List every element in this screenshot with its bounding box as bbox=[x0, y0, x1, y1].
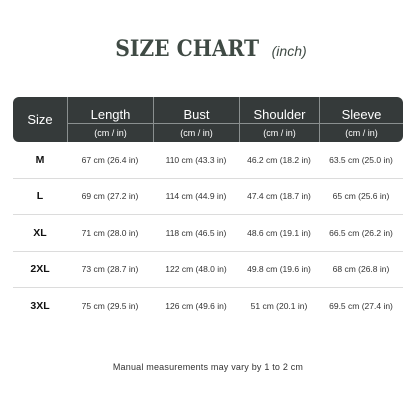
sleeve-value: 63.5 cm (25.0 in) bbox=[319, 142, 403, 179]
bust-value: 118 cm (46.5 in) bbox=[153, 215, 239, 252]
sleeve-value: 66.5 cm (26.2 in) bbox=[319, 215, 403, 252]
column-unit-bust: (cm / in) bbox=[153, 123, 239, 142]
length-value: 71 cm (28.0 in) bbox=[67, 215, 153, 252]
measurement-note: Manual measurements may vary by 1 to 2 cm bbox=[112, 362, 304, 372]
size-label: XL bbox=[13, 215, 67, 252]
column-header-length: Length bbox=[67, 97, 153, 123]
size-column-header: Size bbox=[13, 97, 67, 142]
sleeve-value: 65 cm (25.6 in) bbox=[319, 179, 403, 216]
header-row-units bbox=[13, 123, 403, 142]
column-header-bust: Bust bbox=[153, 97, 239, 123]
column-header-shoulder: Shoulder bbox=[239, 97, 319, 123]
title-unit: (inch) bbox=[271, 43, 307, 59]
sleeve-value: 68 cm (26.8 in) bbox=[319, 252, 403, 289]
table-row bbox=[13, 179, 403, 216]
column-unit-shoulder: (cm / in) bbox=[239, 123, 319, 142]
sleeve-value: 69.5 cm (27.4 in) bbox=[329, 300, 393, 311]
length-value: 75 cm (29.5 in) bbox=[81, 300, 139, 311]
table-row bbox=[13, 142, 403, 179]
size-label: 3XL bbox=[30, 299, 50, 312]
shoulder-value: 49.8 cm (19.6 in) bbox=[239, 252, 319, 289]
shoulder-value: 48.6 cm (19.1 in) bbox=[239, 215, 319, 252]
column-unit-length: (cm / in) bbox=[67, 123, 153, 142]
length-value: 69 cm (27.2 in) bbox=[67, 179, 153, 216]
shoulder-value: 46.2 cm (18.2 in) bbox=[239, 142, 319, 179]
table-header bbox=[13, 97, 403, 142]
bust-value: 126 cm (49.6 in) bbox=[165, 300, 227, 311]
length-value: 73 cm (28.7 in) bbox=[67, 252, 153, 289]
bust-value: 110 cm (43.3 in) bbox=[153, 142, 239, 179]
title-main: SIZE CHART bbox=[115, 36, 260, 62]
bust-value: 114 cm (44.9 in) bbox=[153, 179, 239, 216]
column-header-sleeve: Sleeve bbox=[319, 97, 403, 123]
header-row-main bbox=[13, 97, 403, 123]
size-chart-title bbox=[0, 36, 416, 62]
size-table bbox=[13, 97, 403, 324]
size-label: 2XL bbox=[13, 252, 67, 289]
table-row bbox=[13, 252, 403, 289]
column-unit-sleeve: (cm / in) bbox=[319, 123, 403, 142]
table-row bbox=[13, 288, 403, 324]
size-label: M bbox=[13, 142, 67, 179]
size-label: L bbox=[13, 179, 67, 216]
bust-value: 122 cm (48.0 in) bbox=[153, 252, 239, 289]
shoulder-value: 51 cm (20.1 in) bbox=[250, 300, 308, 311]
length-value: 67 cm (26.4 in) bbox=[67, 142, 153, 179]
table-body bbox=[13, 142, 403, 324]
table-row bbox=[13, 215, 403, 252]
shoulder-value: 47.4 cm (18.7 in) bbox=[239, 179, 319, 216]
